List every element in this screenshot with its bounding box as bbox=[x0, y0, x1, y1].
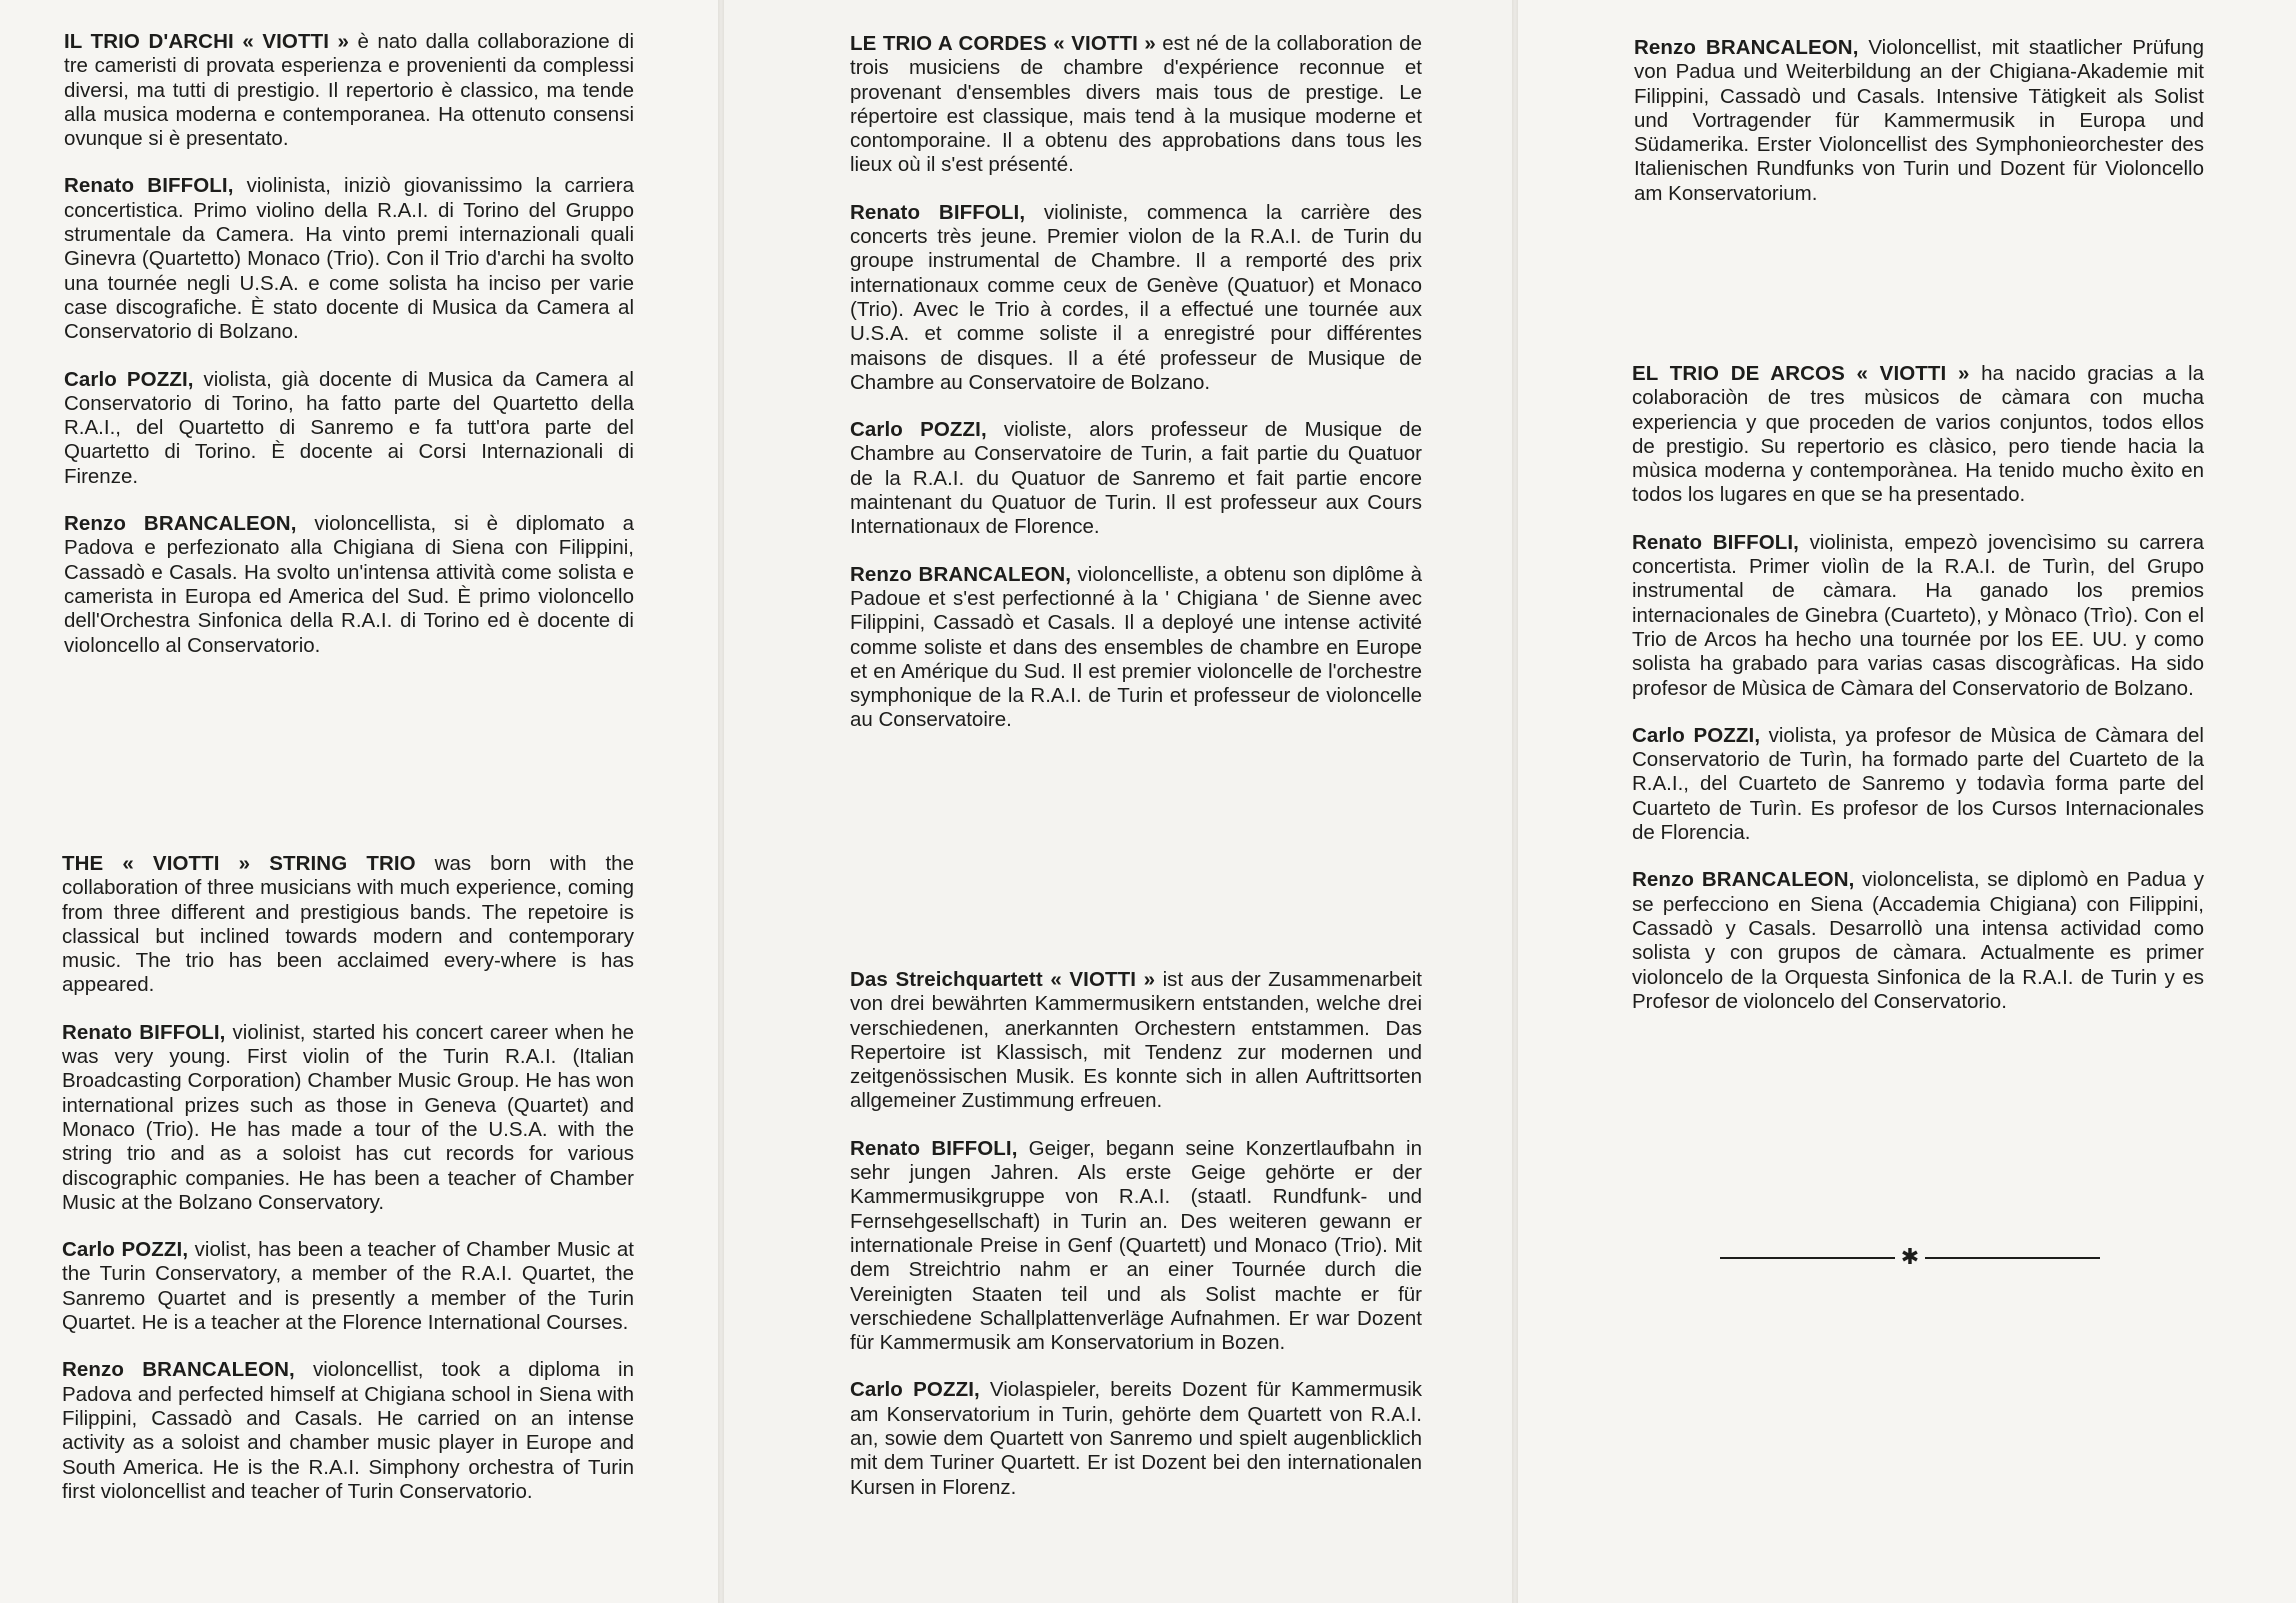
english-brancaleon: Renzo BRANCALEON, violoncellist, took a diploma in Padova and perfected himself at Chigiana school in Siena with Filippini, Cassadò and Casals. He carried on an intense activity as a soloist and chamber music player in Europe and South America. He is the R.A.I. Simphony orchestra of Turin first violoncellist and teacher of Turin Conservatorio. bbox=[62, 1358, 634, 1503]
german-pozzi: Carlo POZZI, Violaspieler, bereits Dozent für Kammermusik am Konservatorium in Turin, gehörte dem Quartett von R.A.I. an, sowie dem Quartett von Sanremo und spielt augenblicklich mit dem Turiner Quartett. Er ist Dozent bei den internationalen Kursen in Florenz. bbox=[850, 1378, 1422, 1499]
german-brancaleon: Renzo BRANCALEON, Violoncellist, mit staatlicher Prüfung von Padua und Weiterbildung an der Chigiana-Akademie mit Filippini, Cassadò und Casals. Intensive Tätigkeit als Solist und Vortragender für Kammermusik in Europa und Südamerika. Erster Violoncellist des Symphonieorchester des Italienischen Rundfunks von Turin und Dozent für Violoncello am Konservatorium. bbox=[1634, 36, 2204, 205]
english-intro: THE « VIOTTI » STRING TRIO was born with the collaboration of three musicians with much experience, coming from three different and prestigious bands. The repetoire is classical but inclined towards modern and contemporary music. The trio has been acclaimed every-where is has appeared. bbox=[62, 852, 634, 997]
english-biffoli: Renato BIFFOLI, violinist, started his concert career when he was very young. First violin of the Turin R.A.I. (Italian Broadcasting Corporation) Chamber Music Group. He has won international prizes such as those in Geneva (Quartet) and Monaco (Trio). He has made a tour of the U.S.A. with the string trio and as a soloist has cut records for various discographic companies. He has been a teacher of Chamber Music at the Bolzano Conservatory. bbox=[62, 1020, 634, 1214]
italian-biffoli: Renato BIFFOLI, violinista, iniziò giovanissimo la carriera concertistica. Primo violino della R.A.I. di Torino del Gruppo strumentale da Camera. Ha vinto premi internazionali quali Ginevra (Quartetto) Monaco (Trio). Con il Trio d'archi ha svolto una tournée negli U.S.A. e come solista ha inciso per varie case discografiche. È stato docente di Musica da Camera al Conservatorio di Bolzano. bbox=[64, 174, 635, 344]
french-section bbox=[850, 32, 1422, 733]
ornamental-divider bbox=[1720, 1244, 2100, 1269]
asterisk-ornament-icon: ✱ bbox=[1900, 1244, 1920, 1269]
spanish-biffoli: Renato BIFFOLI, violinista, empezò jovencìsimo su carrera concertista. Primer violìn de la R.A.I. de Turìn, del Grupo instrumental de càmara. Ha ganado los premios internacionales de Ginebra (Cuarteto), y Mònaco (Trìo). Con el Trio de Arcos ha hecho una tournée por los EE. UU. y como solista ha grabado para varias casas discogràficas. Ha sido profesor de Mùsica de Càmara del Conservatorio de Bolzano. bbox=[1632, 530, 2205, 700]
spanish-intro: EL TRIO DE ARCOS « VIOTTI » ha nacido gracias a la colaboraciòn de tres mùsicos de càmara con mucha experiencia y que proceden de varios conjuntos, todos ellos de prestigio. Su repertorio es clàsico, pero tiende hacia la mùsica moderna y contemporànea. Ha tenido mucho èxito en todos los lugares en que se ha presentado. bbox=[1632, 362, 2204, 507]
french-intro: LE TRIO A CORDES « VIOTTI » est né de la collaboration de trois musiciens de chambre d'expérience reconnue et provenant d'ensembles divers mais tous de prestige. Le répertoire est classique, mais tend à la musique moderne et contomporaine. Il a obtenu des approbations dans tous les lieux où il s'est présenté. bbox=[850, 32, 1422, 177]
english-pozzi: Carlo POZZI, violist, has been a teacher of Chamber Music at the Turin Conservatory, a member of the R.A.I. Quartet, the Sanremo Quartet and is presently a member of the Turin Quartet. He is a teacher at the Florence International Courses. bbox=[62, 1238, 634, 1335]
spanish-pozzi: Carlo POZZI, violista, ya profesor de Mùsica de Càmara del Conservatorio de Turìn, ha formado parte del Cuarteto de la R.A.I., del Cuarteto de Sanremo y todavìa forma parte del Cuarteto de Turìn. Es profesor de los Cursos Internacionales de Florencia. bbox=[1632, 723, 2204, 845]
german-brancaleon-section bbox=[1634, 36, 2204, 206]
divider-line-left bbox=[1720, 1257, 1895, 1259]
french-biffoli: Renato BIFFOLI, violiniste, commenca la carrière des concerts très jeune. Premier violon de la R.A.I. de Turin du groupe instrumental de Chambre. Il a remporté des prix internationaux comme ceux de Genève (Quatuor) et Monaco (Trio). Avec le Trio à cordes, il a effectué une tournée aux U.S.A. et comme soliste il a enregistré pour différentes maisons de disques. Il a été professeur de Musique de Chambre au Conservatoire de Bolzano. bbox=[850, 200, 1422, 394]
french-brancaleon: Renzo BRANCALEON, violoncelliste, a obtenu son diplôme à Padoue et s'est perfectionné à la ' Chigiana ' de Sienne avec Filippini, Cassadò et Casals. Il a deployé une intense activité comme soliste et dans des ensembles de chambre en Europe et en Amérique du Sud. Il est premier violoncelle de l'orchestre symphonique de la R.A.I. de Turin et professeur de violoncelle au Conservatoire. bbox=[850, 562, 1422, 732]
german-intro: Das Streichquartett « VIOTTI » ist aus der Zusammenarbeit von drei bewährten Kammermusikern entstanden, welche drei verschiedenen, anerkannten Orchestern entstammen. Das Repertoire ist Klassisch, mit Tendenz zur modernen und zeitgenössischen Musik. Es konnte sich in allen Auftrittsorten allgemeiner Zustimmung erfreuen. bbox=[850, 968, 1422, 1113]
spanish-brancaleon: Renzo BRANCALEON, violoncelista, se diplomò en Padua y se perfecciono en Siena (Accademia Chigiana) con Filippini, Cassadò y Casals. Desarrollò una intensa actividad como solista y con grupos de càmara. Actualmente es primer violoncelo de la Orquesta Sinfonica de la R.A.I. de Turin y es Profesor de violoncelo del Conservatorio. bbox=[1632, 868, 2204, 1013]
italian-section bbox=[64, 30, 634, 658]
german-section bbox=[850, 968, 1422, 1500]
divider-line-right bbox=[1925, 1257, 2100, 1259]
spanish-section bbox=[1632, 362, 2204, 1014]
italian-pozzi: Carlo POZZI, violista, già docente di Musica da Camera al Conservatorio di Torino, ha fatto parte del Quartetto della R.A.I., del Quartetto di Sanremo e fa tutt'ora parte del Quartetto di Torino. È docente ai Corsi Internazionali di Firenze. bbox=[64, 367, 634, 488]
french-pozzi: Carlo POZZI, violiste, alors professeur de Musique de Chambre au Conservatoire de Turin, a fait partie du Quatuor de la R.A.I. du Quatuor de Sanremo et fait partie encore maintenant du Quatuor de Turin. Il est professeur aux Cours Internationaux de Florence. bbox=[850, 418, 1422, 539]
italian-intro: IL TRIO D'ARCHI « VIOTTI » è nato dalla collaborazione di tre cameristi di provata esperienza e provenienti da complessi diversi, ma tutti di prestigio. Il repertorio è classico, ma tende alla musica moderna e contemporanea. Ha ottenuto consensi ovunque si è presentato. bbox=[64, 30, 634, 151]
italian-brancaleon: Renzo BRANCALEON, violoncellista, si è diplomato a Padova e perfezionato alla Chigiana di Siena con Filippini, Cassadò e Casals. Ha svolto un'intensa attività come solista e camerista in Europa ed America del Sud. È primo violoncello dell'Orchestra Sinfonica della R.A.I. di Torino ed è docente di violoncello al Conservatorio. bbox=[64, 512, 635, 657]
english-section bbox=[62, 852, 634, 1504]
german-biffoli: Renato BIFFOLI, Geiger, begann seine Konzertlaufbahn in sehr jungen Jahren. Als erste Geige gehörte er der Kammermusikgruppe von R.A.I. (staatl. Rundfunk- und Fernsehgesellschaft) in Turin an. Des weiteren gewann er internationale Preise in Genf (Quartett) und Monaco (Trio). Mit dem Streichtrio nahm er an einer Tournée durch die Vereinigten Staaten teil und als Solist machte er für verschiedene Schallplattenverläge Aufnahmen. Er war Dozent für Kammermusik am Konservatorium in Bozen. bbox=[850, 1136, 1423, 1355]
